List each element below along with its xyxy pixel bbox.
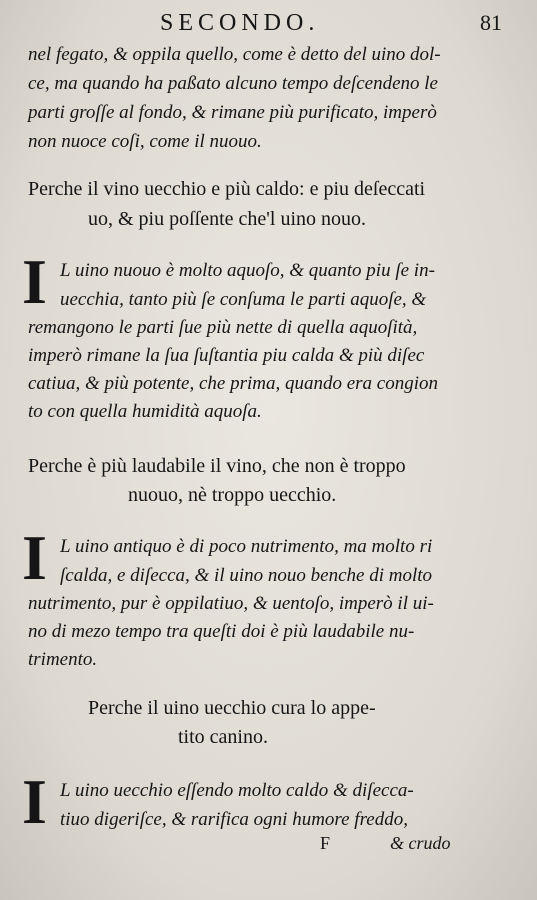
section-heading: nuouo, nè troppo uecchio.: [128, 484, 337, 506]
text-line: trimento.: [28, 649, 98, 670]
text-line: remangono le parti ſue più nette di quella aquoſità,: [28, 317, 418, 338]
text-line: tiuo digeriſce, & rarifica ogni humore freddo,: [60, 809, 408, 830]
drop-initial: I: [22, 246, 47, 317]
text-line: L uino nuouo è molto aquoſo, & quanto piu ſe in-: [60, 260, 435, 281]
running-head: [0, 6, 537, 40]
section-heading: Perche è più laudabile il vino, che non è troppo: [28, 455, 406, 477]
text-line: L uino uecchio eſſendo molto caldo & diſecca-: [60, 780, 414, 801]
catchword: & crudo: [390, 833, 451, 853]
running-title: SECONDO.: [160, 10, 320, 36]
section-heading: Perche il vino uecchio e più caldo: e piu deſeccati: [28, 178, 426, 200]
text-line: catiua, & più potente, che prima, quando era congion: [28, 373, 439, 394]
text-line: ce, ma quando ha paßato alcuno tempo deſcendeno le: [28, 73, 438, 94]
section-heading: uo, & piu poſſente che'l uino nouo.: [88, 208, 367, 230]
page-number: 81: [480, 10, 502, 35]
section-heading: Perche il uino uecchio cura lo appe-: [88, 697, 376, 719]
text-line: parti groſſe al fondo, & rimane più purificato, imperò: [28, 102, 437, 123]
text-line: nutrimento, pur è oppilatiuo, & uentoſo, imperò il ui-: [28, 593, 434, 614]
drop-initial: I: [22, 522, 47, 593]
text-line: no di mezo tempo tra queſti doi è più laudabile nu-: [28, 621, 415, 642]
text-line: uecchia, tanto più ſe conſuma le parti aquoſe, &: [60, 289, 427, 310]
text-line: ſcalda, e diſecca, & il uino nouo benche di molto: [60, 565, 433, 586]
drop-initial: I: [22, 766, 47, 837]
text-line: L uino antiquo è di poco nutrimento, ma molto ri: [60, 536, 433, 557]
section-heading: tito canino.: [178, 726, 268, 748]
text-line: non nuoce coſi, come il nuouo.: [28, 131, 262, 152]
signature-mark: F: [320, 833, 331, 853]
text-line: to con quella humidità aquoſa.: [28, 401, 262, 422]
text-line: nel fegato, & oppila quello, come è detto del uino dol-: [28, 44, 441, 65]
text-line: imperò rimane la ſua ſuſtantia piu calda & più diſec: [28, 345, 425, 366]
